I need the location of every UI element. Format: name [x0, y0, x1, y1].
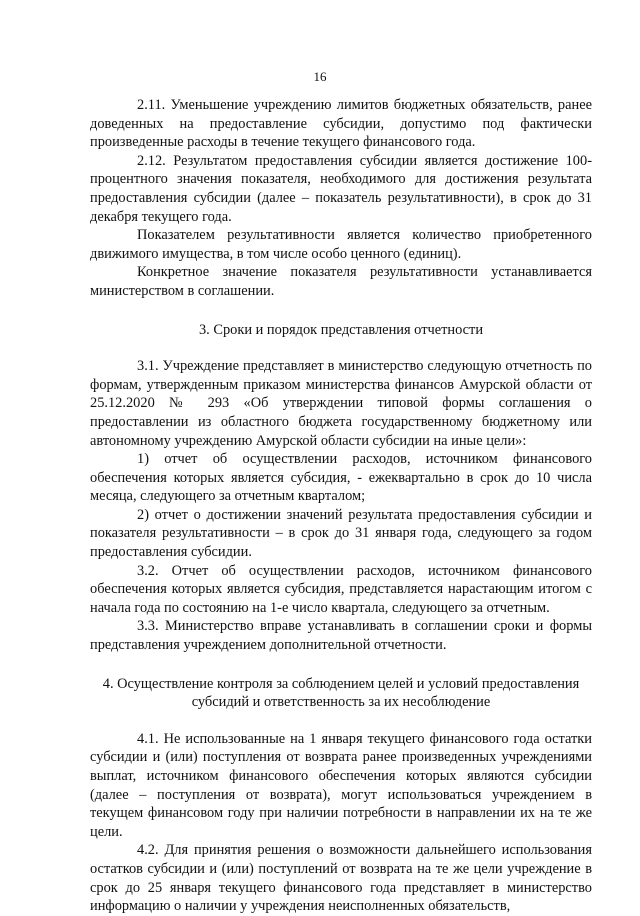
section-heading-4: 4. Осуществление контроля за соблюдением целей и условий предоставления субсидий и ответственность за их несоблюдение: [102, 675, 580, 711]
list-item-2: 2) отчет о достижении значений результата предоставления субсидии и показателя результативности – в срок до 31 января года, следующего за годом предоставления субсидии.: [90, 506, 592, 561]
paragraph-4-1: 4.1. Не использованные на 1 января текущего финансового года остатки субсидии и (или) поступления от возврата ранее произведенных учреждениями выплат, источником финансового обеспечения которых являются субсидии (далее – поступления от возврата), могут использоваться учреждением в текущем финансовом году при наличии потребности в направлении их на те же цели.: [90, 730, 592, 840]
paragraph-4-2: 4.2. Для принятия решения о возможности дальнейшего использования остатков субсидии и (или) поступлений от возврата на те же цели учреждение в срок до 25 января текущего финансового года представляет в министерство информацию о наличии у учреждения неисполненных обязательств,: [90, 842, 592, 915]
paragraph-3-3: 3.3. Министерство вправе устанавливать в соглашении сроки и формы представления учреждением дополнительной отчетности.: [90, 618, 592, 654]
list-item-1: 1) отчет об осуществлении расходов, источником финансового обеспечения которых является субсидия, - ежеквартально в срок до 10 числа месяца, следующего за отчетным кварталом;: [90, 451, 592, 505]
document-body: [90, 96, 592, 916]
paragraph-2-11: 2.11. Уменьшение учреждению лимитов бюджетных обязательств, ранее доведенных на предоставление субсидии, допустимо под фактически произведенные расходы в течение текущего финансового года.: [90, 97, 592, 151]
paragraph-3-2: 3.2. Отчет об осуществлении расходов, источником финансового обеспечения которых является субсидия, представляется нарастающим итогом с начала года по состоянию на 1-е число квартала, следующего за отчетным.: [90, 562, 592, 616]
paragraph-3-1: 3.1. Учреждение представляет в министерство следующую отчетность по формам, утвержденным приказом министерства финансов Амурской области от 25.12.2020 № 293 «Об утверждении типовой формы соглашения о предоставлении из областного бюджета государственному бюджетному или автономному учреждению Амурской области субсидии на иные цели»:: [90, 358, 592, 449]
section-heading-3: 3. Сроки и порядок представления отчетности: [198, 321, 484, 338]
paragraph-2-12: 2.12. Результатом предоставления субсидии является достижение 100-процентного значения показателя, необходимого для достижения результата предоставления субсидии (далее – показатель результативности), в срок до 31 декабря текущего года.: [90, 152, 592, 225]
page-number: 16: [313, 69, 327, 84]
paragraph-indicator-value: Конкретное значение показателя результативности устанавливается министерством в соглашении.: [90, 264, 592, 299]
paragraph-indicator: Показателем результативности является количество приобретенного движимого имущества, в том числе особо ценного (единиц).: [90, 227, 592, 262]
